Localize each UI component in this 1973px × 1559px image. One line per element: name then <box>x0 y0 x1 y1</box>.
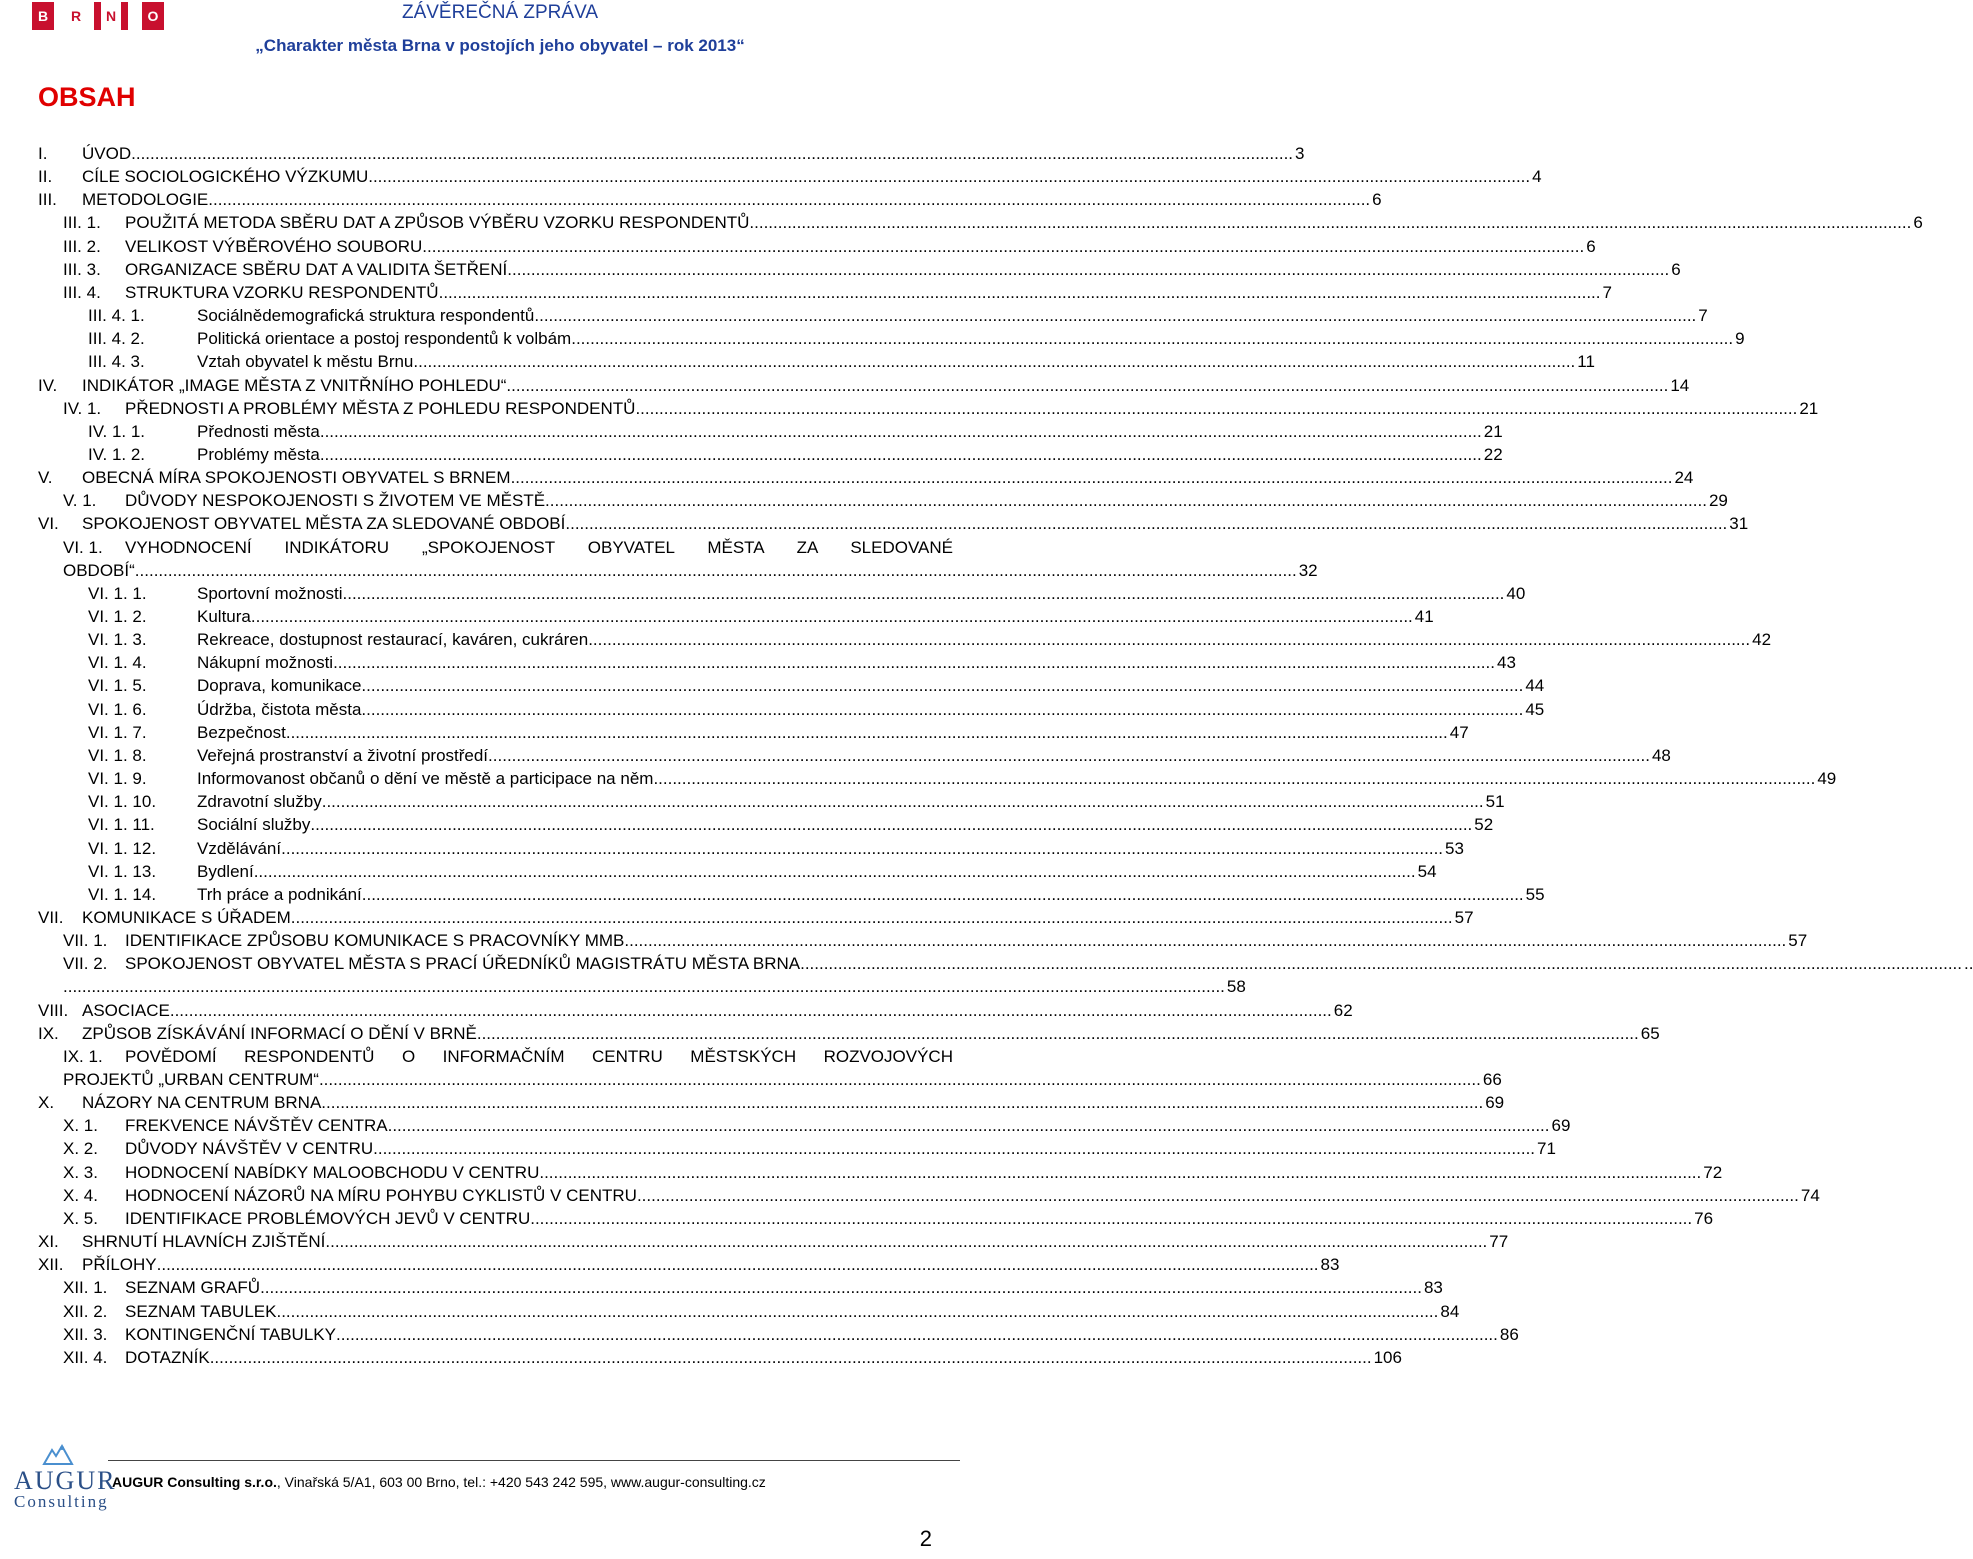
toc-entry-leader <box>210 1346 1372 1369</box>
toc-entry[interactable] <box>88 674 1545 697</box>
toc-entry-page: 66 <box>1482 1070 1502 1089</box>
toc-entry-page: 21 <box>1483 421 1503 441</box>
toc-entry-page: 31 <box>1729 514 1749 534</box>
toc-entry-title: Doprava, komunikace <box>197 676 362 696</box>
toc-entry[interactable] <box>63 211 1923 234</box>
toc-entry[interactable] <box>38 1022 1660 1045</box>
toc-entry-leader <box>286 721 1448 744</box>
toc-entry-number: VI. 1. 11. <box>88 815 155 835</box>
toc-entry-page: 3 <box>1295 144 1305 163</box>
toc-entry-page: 47 <box>1449 722 1469 742</box>
toc-entry-page: 51 <box>1485 792 1505 812</box>
toc-entry[interactable] <box>63 975 1246 998</box>
toc-entry[interactable] <box>63 1207 1714 1230</box>
toc-entry[interactable] <box>38 188 1382 211</box>
toc-entry-title: OBECNÁ MÍRA SPOKOJENOSTI OBYVATEL S BRNEM <box>82 468 511 488</box>
toc-entry-number: VI. 1. 4. <box>88 653 147 673</box>
toc-entry[interactable] <box>38 142 1305 165</box>
toc-entry-page: 69 <box>1485 1093 1505 1113</box>
toc-entry-leader <box>588 628 1750 651</box>
toc-entry[interactable] <box>38 1230 1509 1253</box>
toc-entry-number: VII. <box>38 907 64 927</box>
toc-entry-leader <box>624 929 1786 952</box>
toc-entry[interactable] <box>38 165 1542 188</box>
toc-entry-title: INDIKÁTOR „IMAGE MĚSTA Z VNITŘNÍHO POHLEDU“ <box>82 375 507 395</box>
footer-firm: AUGUR Consulting s.r.o. <box>112 1474 277 1490</box>
toc-entry-number: III. 4. 2. <box>88 329 145 349</box>
toc-entry-title: Nákupní možnosti <box>197 653 334 673</box>
toc-entry-title: DŮVODY NÁVŠTĚV V CENTRU <box>125 1139 374 1159</box>
toc-entry-leader <box>368 165 1530 188</box>
toc-entry-page: 72 <box>1703 1162 1723 1182</box>
toc-entry-page: 76 <box>1694 1208 1714 1228</box>
augur-logo-name: AUGUR <box>14 1466 117 1495</box>
toc-entry[interactable] <box>88 628 1772 651</box>
toc-entry[interactable] <box>63 281 1612 304</box>
toc-entry-leader <box>653 767 1815 790</box>
toc-entry-leader <box>325 1230 1487 1253</box>
toc-entry-number: IX. <box>38 1023 59 1043</box>
toc-entry-title: SEZNAM GRAFŮ <box>125 1278 261 1298</box>
toc-entry-number: XII. 1. <box>63 1278 108 1298</box>
toc-entry[interactable] <box>63 1045 955 1068</box>
toc-entry-page: 86 <box>1499 1324 1519 1344</box>
toc-entry-number: VIII. <box>38 1000 69 1020</box>
toc-entry-leader <box>637 1184 1799 1207</box>
toc-entry-number: III. 3. <box>63 259 101 279</box>
toc-entry-page: 6 <box>1913 213 1923 233</box>
toc-entry-number: X. 1. <box>63 1116 98 1136</box>
toc-entry-page: 42 <box>1752 630 1772 650</box>
toc-entry-page: 7 <box>1698 306 1708 326</box>
toc-entry-number: XII. 2. <box>63 1301 108 1321</box>
toc-entry-leader <box>63 975 1225 998</box>
toc-entry[interactable] <box>88 744 1671 767</box>
toc-entry-title: Bezpečnost <box>197 722 286 742</box>
toc-entry-number: VI. 1. 5. <box>88 676 147 696</box>
toc-entry-number: XII. <box>38 1255 64 1275</box>
toc-entry-number: III. 2. <box>63 236 101 256</box>
toc-entry-leader <box>800 952 1962 975</box>
toc-entry-title: Zdravotní služby <box>197 792 322 812</box>
toc-entry-number: IV. 1. 1. <box>88 421 146 441</box>
toc-entry-number: X. <box>38 1093 55 1113</box>
toc-entry-title: HODNOCENÍ NÁZORŮ NA MÍRU POHYBU CYKLISTŮ V CENTRU <box>125 1185 637 1205</box>
toc-entry-number: II. <box>38 167 53 187</box>
toc-entry-page: .. <box>1964 954 1973 974</box>
toc-entry-title: ORGANIZACE SBĚRU DAT A VALIDITA ŠETŘENÍ <box>125 259 508 279</box>
toc-entry-leader <box>534 304 1696 327</box>
toc-entry-title: Rekreace, dostupnost restaurací, kaváren, cukráren <box>197 630 589 650</box>
toc-entry-number: XII. 4. <box>63 1347 108 1367</box>
toc-entry-number: X. 3. <box>63 1162 98 1182</box>
toc-entry-title: IDENTIFIKACE ZPŮSOBU KOMUNIKACE S PRACOVNÍKY MMB <box>125 931 625 951</box>
toc-entry[interactable] <box>63 559 1318 582</box>
toc-entry-title: ASOCIACE <box>82 1000 170 1020</box>
toc-entry-page: 29 <box>1708 491 1728 511</box>
toc-entry-title: KOMUNIKACE S ÚŘADEM <box>82 907 291 927</box>
toc-entry-leader <box>321 1091 1483 1114</box>
toc-entry-leader <box>511 466 1673 489</box>
toc-entry-leader <box>208 188 1370 211</box>
toc-entry[interactable] <box>88 721 1469 744</box>
toc-entry-title: Politická orientace a postoj respondentů k volbám <box>197 329 572 349</box>
toc-entry-page: 83 <box>1423 1278 1443 1298</box>
toc-entry-title: ÚVOD <box>82 144 132 163</box>
toc-entry-leader <box>388 1114 1550 1137</box>
toc-entry-leader <box>251 605 1413 628</box>
toc-entry[interactable] <box>88 813 1494 836</box>
toc-entry-title: POUŽITÁ METODA SBĚRU DAT A ZPŮSOB VÝBĚRU VZORKU RESPONDENTŮ <box>125 213 750 233</box>
toc-entry-page: 22 <box>1483 444 1503 464</box>
toc-entry-leader <box>361 698 1523 721</box>
toc-entry-title: SPOKOJENOST OBYVATEL MĚSTA S PRACÍ ÚŘEDNÍKŮ MAGISTRÁTU MĚSTA BRNA <box>125 954 801 974</box>
toc-entry-title: SEZNAM TABULEK <box>125 1301 277 1321</box>
toc-entry-title: IDENTIFIKACE PROBLÉMOVÝCH JEVŮ V CENTRU <box>125 1208 531 1228</box>
toc-entry-number: X. 2. <box>63 1139 98 1159</box>
toc-entry-title: Sportovní možnosti <box>197 583 343 603</box>
toc-entry-page: 57 <box>1454 907 1474 927</box>
toc-entry-title: HODNOCENÍ NABÍDKY MALOOBCHODU V CENTRU <box>125 1162 540 1182</box>
toc-entry-title: Problémy města <box>197 444 320 464</box>
toc-entry-leader <box>488 744 1650 767</box>
toc-entry-number: VI. 1. 10. <box>88 792 157 812</box>
toc-entry[interactable] <box>63 1323 1519 1346</box>
toc-entry-number: VI. 1. 7. <box>88 722 147 742</box>
toc-entry[interactable] <box>38 1253 1340 1276</box>
toc-entry-title: Údržba, čistota města <box>197 699 362 719</box>
toc-entry-number: VI. 1. 3. <box>88 630 147 650</box>
toc-entry-leader <box>320 420 1482 443</box>
toc-entry-page: 52 <box>1474 815 1494 835</box>
toc-entry-page: 84 <box>1440 1301 1460 1321</box>
toc-entry[interactable] <box>63 1114 1571 1137</box>
toc-entry-leader <box>749 211 1911 234</box>
toc-entry-page: 62 <box>1333 1000 1353 1020</box>
toc-entry-number: VI. 1. 2. <box>88 607 147 626</box>
toc-entry[interactable] <box>88 327 1745 350</box>
toc-entry-leader <box>439 281 1601 304</box>
toc-entry-leader <box>336 1323 1498 1346</box>
brno-logo <box>28 2 168 30</box>
toc-entry-page: 74 <box>1800 1185 1820 1205</box>
footer-contact <box>112 1474 766 1490</box>
footer-divider <box>108 1460 960 1461</box>
toc-entry-leader <box>539 1161 1701 1184</box>
toc-entry-title: KONTINGENČNÍ TABULKY <box>125 1324 336 1344</box>
toc-entry-number: VII. 2. <box>63 954 108 974</box>
toc-entry-title: POVĚDOMÍ RESPONDENTŮ O INFORMAČNÍM CENTRU MĚSTSKÝCH ROZVOJOVÝCH <box>125 1046 953 1066</box>
toc-entry-page: 48 <box>1651 745 1671 765</box>
toc-entry-title: OBDOBÍ“ <box>63 560 135 580</box>
toc-entry-page: 106 <box>1373 1347 1402 1367</box>
report-title: ZÁVĚREČNÁ ZPRÁVA <box>401 2 599 23</box>
toc-entry[interactable] <box>88 443 1503 466</box>
toc-entry-number: X. 5. <box>63 1208 98 1228</box>
toc-entry[interactable] <box>63 1346 1402 1369</box>
toc-entry-page: 4 <box>1532 167 1542 187</box>
toc-entry-leader <box>131 142 1293 165</box>
toc-entry-page: 43 <box>1496 653 1516 673</box>
toc-entry-leader <box>291 906 1453 929</box>
toc-entry[interactable] <box>63 1137 1556 1160</box>
toc-entry-number: VI. 1. 12. <box>88 838 157 858</box>
toc-entry-page: 41 <box>1414 607 1434 626</box>
toc-entry[interactable] <box>38 374 1690 397</box>
logo-letter-n: N <box>94 2 128 30</box>
toc-entry-number: VI. 1. <box>63 537 103 557</box>
toc-entry-page: 77 <box>1489 1232 1509 1252</box>
toc-entry-leader <box>545 489 1707 512</box>
toc-entry-page: 69 <box>1551 1116 1571 1136</box>
toc-entry-leader <box>565 512 1727 535</box>
toc-entry-page: 45 <box>1525 699 1545 719</box>
toc-entry-number: III. 4. <box>63 282 101 302</box>
toc-entry-title: SHRNUTÍ HLAVNÍCH ZJIŠTĚNÍ <box>82 1232 326 1252</box>
toc-entry-leader <box>320 443 1482 466</box>
toc-entry[interactable] <box>88 790 1505 813</box>
toc-entry[interactable] <box>38 466 1694 489</box>
toc-entry-title: CÍLE SOCIOLOGICKÉHO VÝZKUMU <box>82 167 369 187</box>
toc-entry-title: Vztah obyvatel k městu Brnu <box>197 352 414 372</box>
toc-entry-page <box>953 1045 955 1068</box>
toc-entry-number: III. 4. 3. <box>88 352 145 372</box>
toc-entry[interactable] <box>88 860 1437 883</box>
toc-entry-number: VII. 1. <box>63 931 108 951</box>
augur-logo-sub: Consulting <box>14 1492 109 1511</box>
toc-entry[interactable] <box>88 605 1434 628</box>
toc-entry-leader <box>413 350 1575 373</box>
toc-entry-number: IV. 1. <box>63 398 102 418</box>
toc-entry-title: NÁZORY NA CENTRUM BRNA <box>82 1093 322 1113</box>
toc-entry-number: XI. <box>38 1232 59 1252</box>
toc-entry-number: VI. 1. 9. <box>88 769 147 789</box>
toc-entry-leader <box>361 674 1523 697</box>
toc-entry-leader <box>422 235 1584 258</box>
toc-entry-number: VI. 1. 13. <box>88 861 157 881</box>
toc-entry-title: Bydlení <box>197 861 254 881</box>
toc-entry[interactable] <box>88 304 1708 327</box>
toc-entry[interactable] <box>88 350 1595 373</box>
toc-entry-title: Trh práce a podnikání <box>197 884 362 904</box>
toc-entry[interactable] <box>63 536 955 559</box>
toc-entry-number: IV. 1. 2. <box>88 444 146 464</box>
toc-entry-title: METODOLOGIE <box>82 190 209 210</box>
toc-entry-page: 53 <box>1445 838 1464 858</box>
toc-entry-page: 57 <box>1788 931 1808 951</box>
toc-entry-leader <box>170 999 1332 1022</box>
toc-entry-title: STRUKTURA VZORKU RESPONDENTŮ <box>125 282 439 302</box>
toc-entry[interactable] <box>63 929 1808 952</box>
toc-entry-page: 14 <box>1670 375 1690 395</box>
toc-entry[interactable] <box>63 1300 1460 1323</box>
toc-entry-leader <box>254 860 1416 883</box>
toc-entry-page: 40 <box>1506 583 1526 603</box>
toc-entry-number: VI. 1. 1. <box>88 583 147 603</box>
toc-entry[interactable] <box>88 698 1545 721</box>
toc-entry-page: 49 <box>1817 769 1837 789</box>
page-number: 2 <box>919 1526 932 1551</box>
toc-entry[interactable] <box>88 582 1526 605</box>
toc-entry-title: Informovanost občanů o dění ve městě a participace na něm <box>197 769 654 789</box>
toc-entry-page: 54 <box>1417 861 1437 881</box>
toc-entry-title: PŘÍLOHY <box>82 1255 157 1275</box>
toc-entry-number: VI. <box>38 514 59 534</box>
toc-entry-leader <box>276 1300 1438 1323</box>
logo-letter-r: R <box>70 8 82 24</box>
toc-entry-number: VI. 1. 8. <box>88 745 147 765</box>
toc-entry-leader <box>362 883 1524 906</box>
toc-entry-number: VI. 1. 14. <box>88 884 157 904</box>
toc-entry-title: Kultura <box>197 607 251 626</box>
toc-entry-title: FREKVENCE NÁVŠTĚV CENTRA <box>125 1116 388 1136</box>
toc-entry-title: Veřejná prostranství a životní prostředí <box>197 745 489 765</box>
toc-entry-leader <box>477 1022 1639 1045</box>
toc-entry-leader <box>281 837 1443 860</box>
toc-entry-page: 24 <box>1674 468 1694 488</box>
toc-entry[interactable] <box>63 489 1728 512</box>
toc-entry-leader <box>530 1207 1692 1230</box>
toc-entry-number: III. 4. 1. <box>88 306 145 326</box>
toc-entry-title: Sociálnědemografická struktura respondentů <box>197 306 535 326</box>
page-header <box>0 0 960 62</box>
toc-entry-leader <box>343 582 1505 605</box>
toc-entry-page <box>953 536 955 559</box>
toc-entry-title: Vzdělávání <box>197 838 282 858</box>
toc-entry-title: Sociální služby <box>197 815 311 835</box>
toc-entry-number: V. 1. <box>63 491 97 511</box>
toc-entry-page: 58 <box>1226 977 1246 997</box>
toc-entry[interactable] <box>63 397 1819 420</box>
toc-entry[interactable] <box>63 1184 1820 1207</box>
toc-entry[interactable] <box>38 512 1749 535</box>
toc-entry-leader <box>571 327 1733 350</box>
toc-entry-page: 65 <box>1640 1023 1660 1043</box>
toc-entry-page: 21 <box>1799 398 1819 418</box>
toc-heading: OBSAH <box>38 82 136 112</box>
toc-entry-page: 6 <box>1671 259 1681 279</box>
toc-entry[interactable] <box>88 420 1503 443</box>
toc-entry[interactable] <box>88 837 1464 860</box>
toc-entry-page: 9 <box>1735 329 1745 349</box>
toc-entry-page: 6 <box>1586 236 1596 256</box>
toc-entry-title: ZPŮSOB ZÍSKÁVÁNÍ INFORMACÍ O DĚNÍ V BRNĚ <box>82 1023 477 1043</box>
toc-entry-page: 71 <box>1537 1139 1556 1159</box>
toc-entry-number: IX. 1. <box>63 1046 103 1066</box>
toc-entry-page: 55 <box>1525 884 1545 904</box>
toc-entry-title: Přednosti města <box>197 421 320 441</box>
toc-entry-title: VYHODNOCENÍ INDIKÁTORU „SPOKOJENOST OBYVATEL MĚSTA ZA SLEDOVANÉ <box>125 537 953 557</box>
toc-entry-number: VI. 1. 6. <box>88 699 147 719</box>
toc-entry-title: DOTAZNÍK <box>125 1347 210 1367</box>
toc-entry[interactable] <box>63 1068 1502 1091</box>
toc-entry-leader <box>260 1276 1422 1299</box>
toc-entry-title: VELIKOST VÝBĚROVÉHO SOUBORU <box>125 236 423 256</box>
toc-entry-leader <box>635 397 1797 420</box>
toc-entry-number: III. <box>38 190 57 210</box>
toc-entry-number: III. 1. <box>63 213 101 233</box>
report-subtitle: „Charakter města Brna v postojích jeho obyvatel – rok 2013“ <box>255 36 745 55</box>
toc-entry-title: DŮVODY NESPOKOJENOSTI S ŽIVOTEM VE MĚSTĚ <box>125 491 546 511</box>
toc-entry[interactable] <box>88 883 1545 906</box>
augur-bird-icon <box>40 1444 76 1466</box>
toc-entry-leader <box>319 1068 1481 1091</box>
toc-entry-page: 7 <box>1602 282 1612 302</box>
toc-entry[interactable] <box>38 999 1353 1022</box>
toc-entry[interactable] <box>63 1161 1723 1184</box>
toc-entry-leader <box>506 374 1668 397</box>
toc-entry-page: 11 <box>1577 352 1595 372</box>
logo-letter-b: B <box>32 2 54 30</box>
toc-entry-page: 44 <box>1525 676 1545 696</box>
toc-entry[interactable] <box>63 952 1973 975</box>
toc-entry-leader <box>310 813 1472 836</box>
toc-entry-page: 6 <box>1372 190 1382 210</box>
footer-address: , Vinařská 5/A1, 603 00 Brno, tel.: +420 543 242 595, www.augur-consulting.cz <box>276 1474 766 1490</box>
toc-entry-page: 83 <box>1320 1255 1340 1275</box>
toc-entry[interactable] <box>63 235 1596 258</box>
toc-entry-title: PROJEKTŮ „URBAN CENTRUM“ <box>63 1070 319 1089</box>
toc-entry[interactable] <box>38 1091 1505 1114</box>
toc-entry-leader <box>507 258 1669 281</box>
toc-entry-number: I. <box>38 144 48 163</box>
toc-entry-leader <box>157 1253 1319 1276</box>
toc-entry[interactable] <box>88 767 1837 790</box>
toc-entry[interactable] <box>63 1276 1443 1299</box>
toc-entry[interactable] <box>88 651 1516 674</box>
toc-entry-leader <box>322 790 1484 813</box>
toc-entry-number: IV. <box>38 375 58 395</box>
toc-entry-page: 32 <box>1298 560 1318 580</box>
toc-entry-title: PŘEDNOSTI A PROBLÉMY MĚSTA Z POHLEDU RESPONDENTŮ <box>125 398 636 418</box>
toc-entry-leader <box>333 651 1495 674</box>
toc-entry[interactable] <box>63 258 1681 281</box>
toc-entry-number: X. 4. <box>63 1185 98 1205</box>
toc-entry[interactable] <box>38 906 1474 929</box>
augur-logo <box>14 1444 117 1514</box>
toc-entry-leader <box>135 559 1297 582</box>
toc-entry-number: XII. 3. <box>63 1324 108 1344</box>
logo-letter-o: O <box>142 2 164 30</box>
toc-entry-title: SPOKOJENOST OBYVATEL MĚSTA ZA SLEDOVANÉ OBDOBÍ <box>82 514 566 534</box>
toc-entry-number: V. <box>38 468 53 488</box>
toc-entry-leader <box>373 1137 1535 1160</box>
